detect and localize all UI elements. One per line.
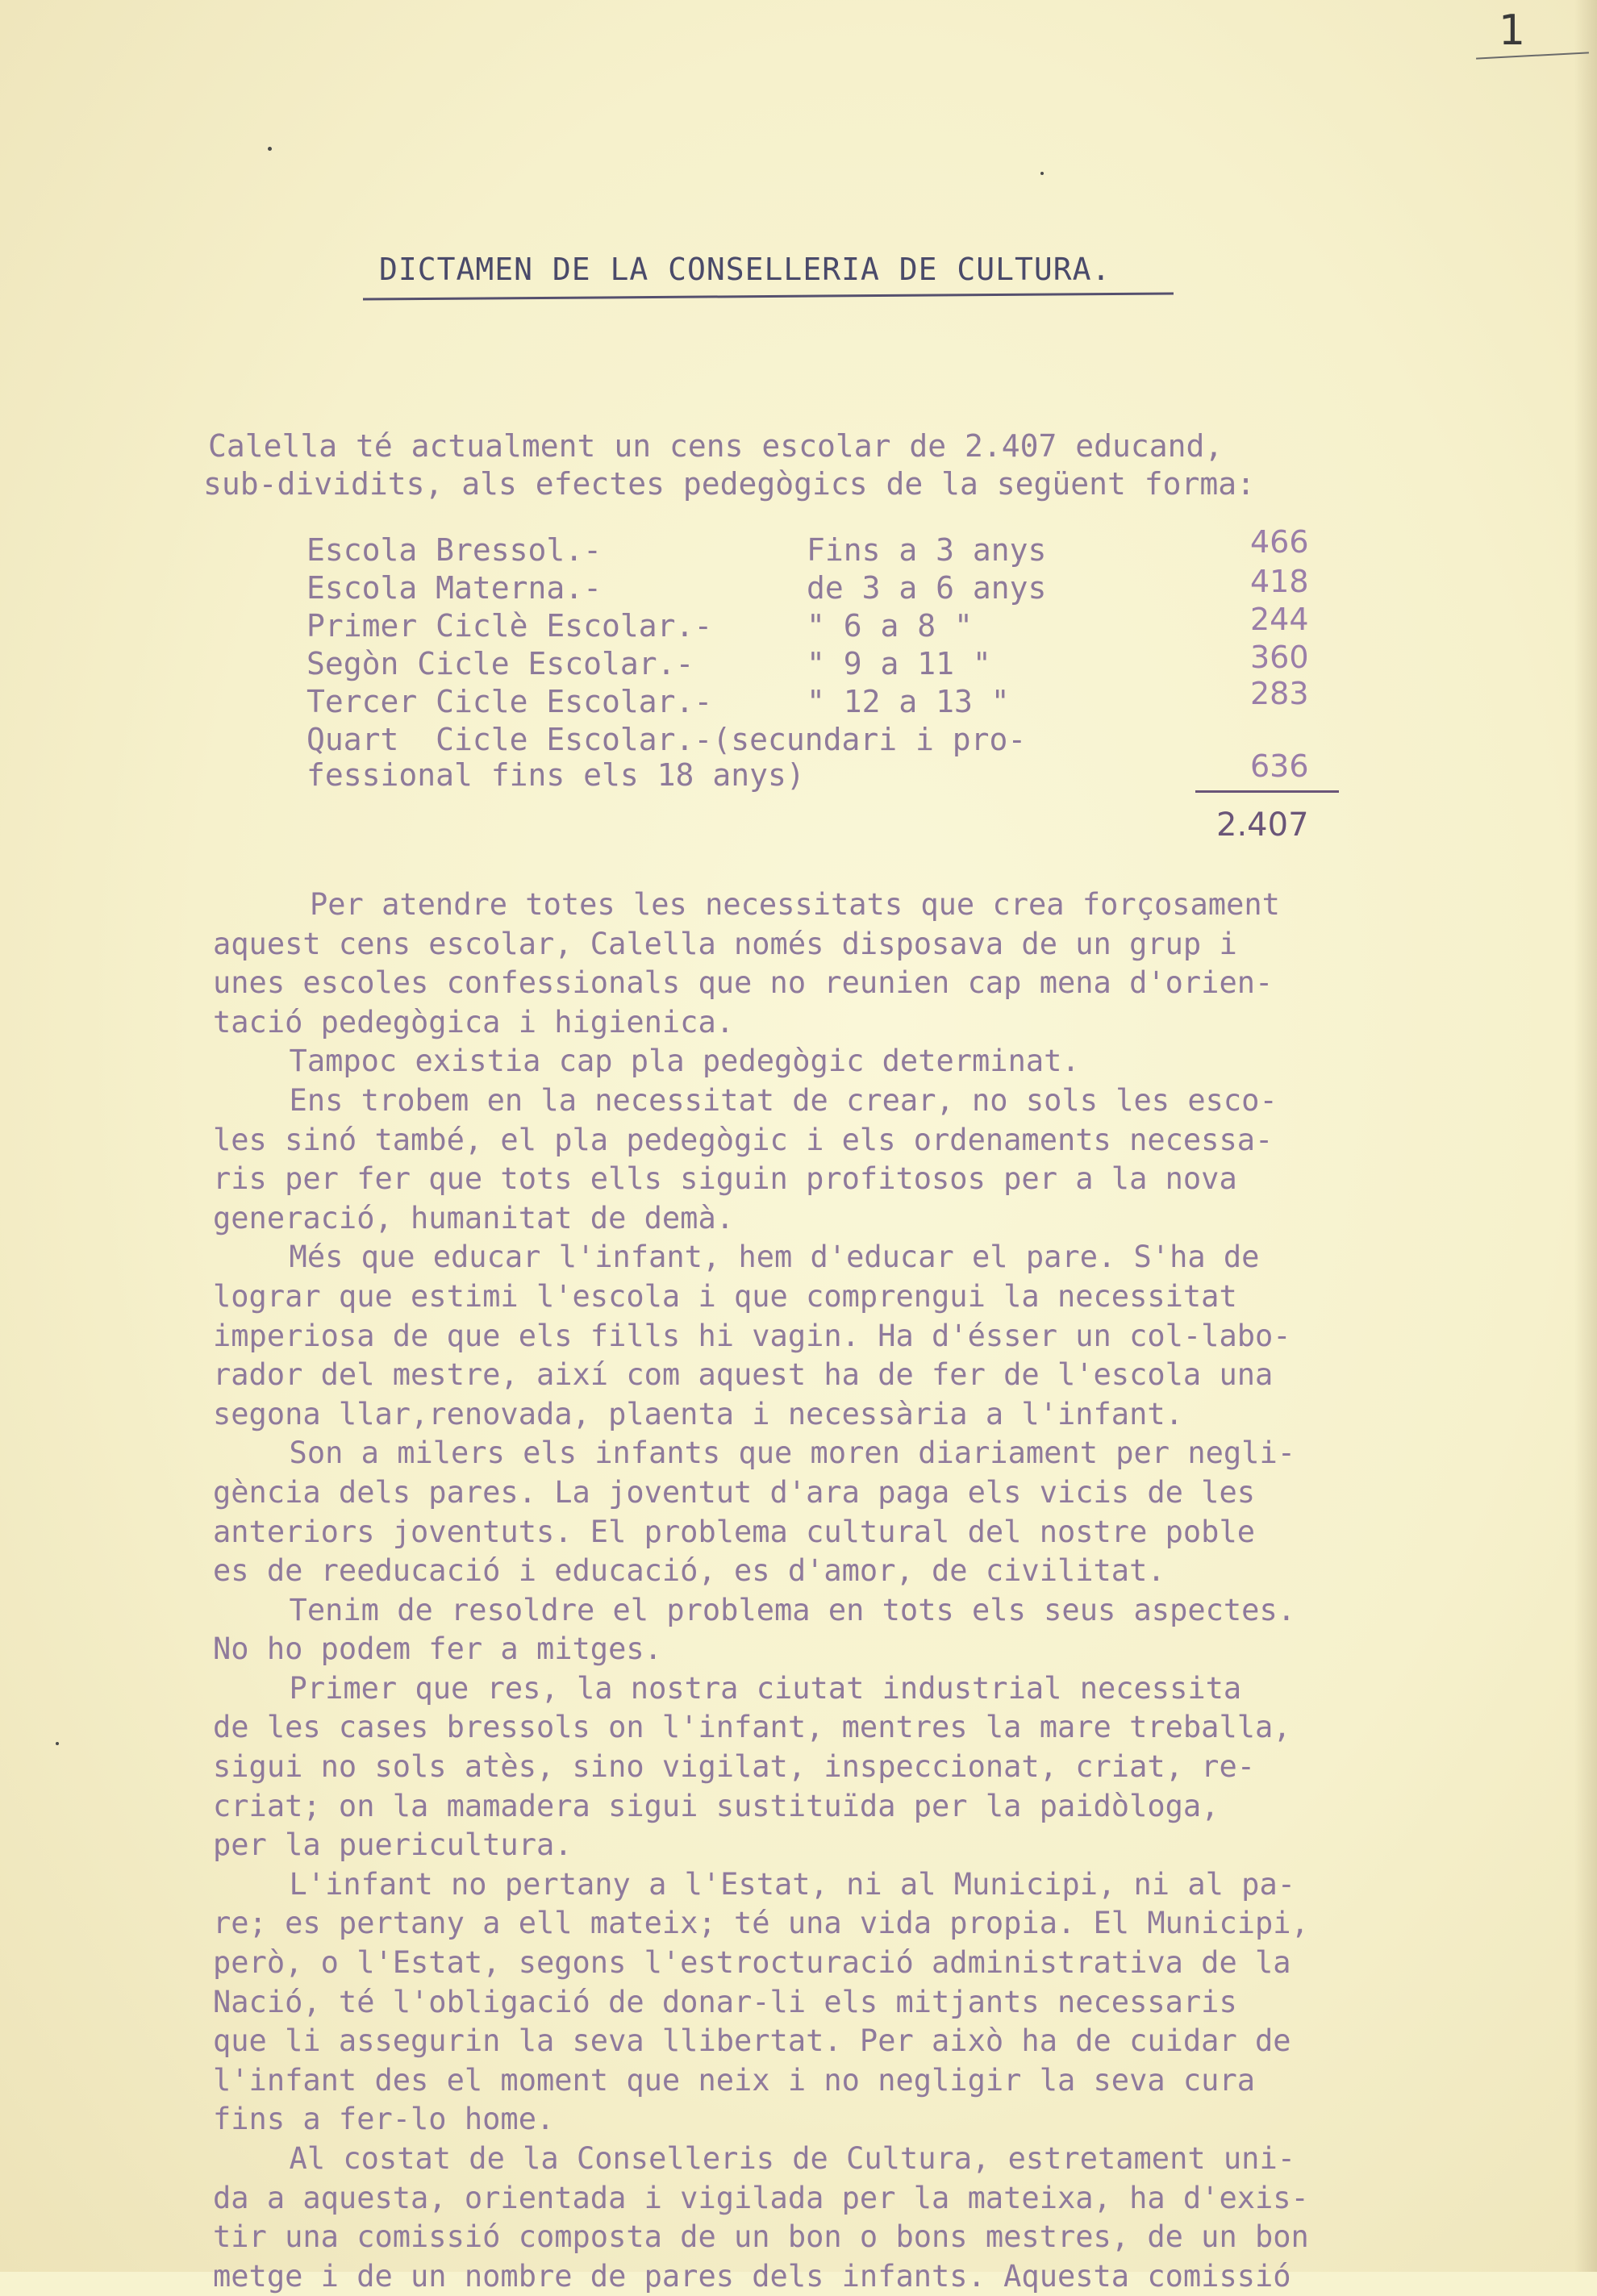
body-line: però, o l'Estat, segons l'estrocturació administrativa de la xyxy=(213,1945,1291,1981)
body-line: gència dels pares. La joventut d'ara paga els vicis de les xyxy=(213,1474,1256,1510)
page-edge-shadow xyxy=(1574,0,1597,2272)
corner-pencil-line xyxy=(1476,52,1589,59)
census-category: Quart Cicle Escolar.-(secundari i pro- xyxy=(306,722,1027,757)
census-category: Escola Materna.- xyxy=(306,570,603,606)
body-line: l'infant des el moment que neix i no negligir la seva cura xyxy=(213,2062,1256,2098)
census-category: Segòn Cicle Escolar.- xyxy=(306,646,694,681)
body-line: tir una comissió composta de un bon o bons mestres, de un bon xyxy=(213,2219,1309,2255)
body-line: per la puericultura. xyxy=(213,1827,573,1863)
sum-line xyxy=(1195,790,1339,793)
census-category: Primer Ciclè Escolar.- xyxy=(306,608,713,644)
body-line: Ens trobem en la necessitat de crear, no sols les esco- xyxy=(253,1082,1278,1118)
census-count: 466 xyxy=(1250,524,1309,560)
body-line: Son a milers els infants que moren diariament per negli- xyxy=(253,1436,1296,1471)
title-underline xyxy=(363,292,1174,300)
body-line: anteriors joventuts. El problema cultural del nostre poble xyxy=(213,1514,1256,1549)
body-line: No ho podem fer a mitges. xyxy=(213,1631,662,1667)
body-line: L'infant no pertany a l'Estat, ni al Municipi, ni al pa- xyxy=(253,1866,1296,1902)
intro-paragraph xyxy=(203,427,1260,503)
body-line: rador del mestre, així com aquest ha de fer de l'escola una xyxy=(213,1357,1274,1393)
census-category-continued: fessional fins els 18 anys) xyxy=(306,757,805,793)
page-number: 1 xyxy=(1499,6,1526,55)
paper-speck xyxy=(56,1742,59,1745)
paper-speck xyxy=(268,147,272,151)
census-category: Escola Bressol.- xyxy=(306,532,603,568)
census-total: 2.407 xyxy=(1216,806,1309,844)
body-line: da a aquesta, orientada i vigilada per la mateixa, ha d'exis- xyxy=(213,2180,1309,2215)
document-title: DICTAMEN DE LA CONSELLERIA DE CULTURA. xyxy=(379,252,1111,287)
body-line: metge i de un nombre de pares dels infants. Aquesta comissió xyxy=(213,2258,1291,2294)
body-line: Tampoc existia cap pla pedegògic determinat. xyxy=(253,1044,1080,1079)
census-range: " 12 a 13 " xyxy=(807,684,1010,719)
body-line: criat; on la mamadera sigui sustituïda per la paidòloga, xyxy=(213,1788,1220,1823)
census-category: Tercer Cicle Escolar.- xyxy=(306,684,713,719)
body-line: re; es pertany a ell mateix; té una vida propia. El Municipi, xyxy=(213,1906,1309,1941)
body-line: de les cases bressols on l'infant, mentres la mare treballa, xyxy=(213,1710,1291,1745)
body-line: que li assegurin la seva llibertat. Per això ha de cuidar de xyxy=(213,2023,1291,2059)
body-line: fins a fer-lo home. xyxy=(213,2102,555,2137)
body-line: imperiosa de que els fills hi vagin. Ha d'ésser un col-labo- xyxy=(213,1318,1291,1353)
body-line: Al costat de la Conselleris de Cultura, estretament uni- xyxy=(253,2141,1296,2176)
body-line: tació pedegògica i higienica. xyxy=(213,1004,735,1040)
census-count: 283 xyxy=(1250,676,1309,711)
body-line: unes escoles confessionals que no reunien cap mena d'orien- xyxy=(213,965,1274,1001)
census-range: Fins a 3 anys xyxy=(807,532,1047,568)
body-line: Nació, té l'obligació de donar-li els mitjants necessaris xyxy=(213,1984,1237,2019)
census-row-last xyxy=(306,722,1026,793)
census-count: 636 xyxy=(1250,748,1309,784)
census-count: 244 xyxy=(1250,602,1309,637)
intro-line: sub-dividits, als efectes pedegògics de la següent forma: xyxy=(203,466,1256,502)
body-line: segona llar,renovada, plaenta i necessària a l'infant. xyxy=(213,1396,1183,1431)
body-line: es de reeducació i educació, es d'amor, de civilitat. xyxy=(213,1553,1165,1589)
body-line: les sinó també, el pla pedegògic i els ordenaments necessa- xyxy=(213,1122,1274,1157)
body-line: Tenim de resoldre el problema en tots els seus aspectes. xyxy=(253,1592,1296,1627)
body-line: Més que educar l'infant, hem d'educar el pare. S'ha de xyxy=(253,1240,1260,1275)
body-line: Per atendre totes les necessitats que crea forçosament xyxy=(310,887,1280,922)
body-line: aquest cens escolar, Calella només disposava de un grup i xyxy=(213,926,1237,961)
body-line: Primer que res, la nostra ciutat industrial necessita xyxy=(253,1670,1242,1706)
paper-speck xyxy=(1040,172,1044,175)
census-count: 418 xyxy=(1250,564,1309,599)
census-range: de 3 a 6 anys xyxy=(807,570,1047,606)
intro-line: Calella té actualment un cens escolar de 2.407 educand, xyxy=(208,428,1224,464)
census-range: " 6 a 8 " xyxy=(807,608,973,644)
census-range: " 9 a 11 " xyxy=(807,646,991,681)
census-count: 360 xyxy=(1250,640,1309,675)
body-text xyxy=(213,885,1471,2296)
body-line: lograr que estimi l'escola i que comprengui la necessitat xyxy=(213,1278,1237,1314)
body-line: ris per fer que tots ells siguin profitosos per a la nova xyxy=(213,1161,1237,1197)
body-line: sigui no sols atès, sino vigilat, inspeccionat, criat, re- xyxy=(213,1749,1256,1785)
body-line: generació, humanitat de demà. xyxy=(213,1200,735,1236)
